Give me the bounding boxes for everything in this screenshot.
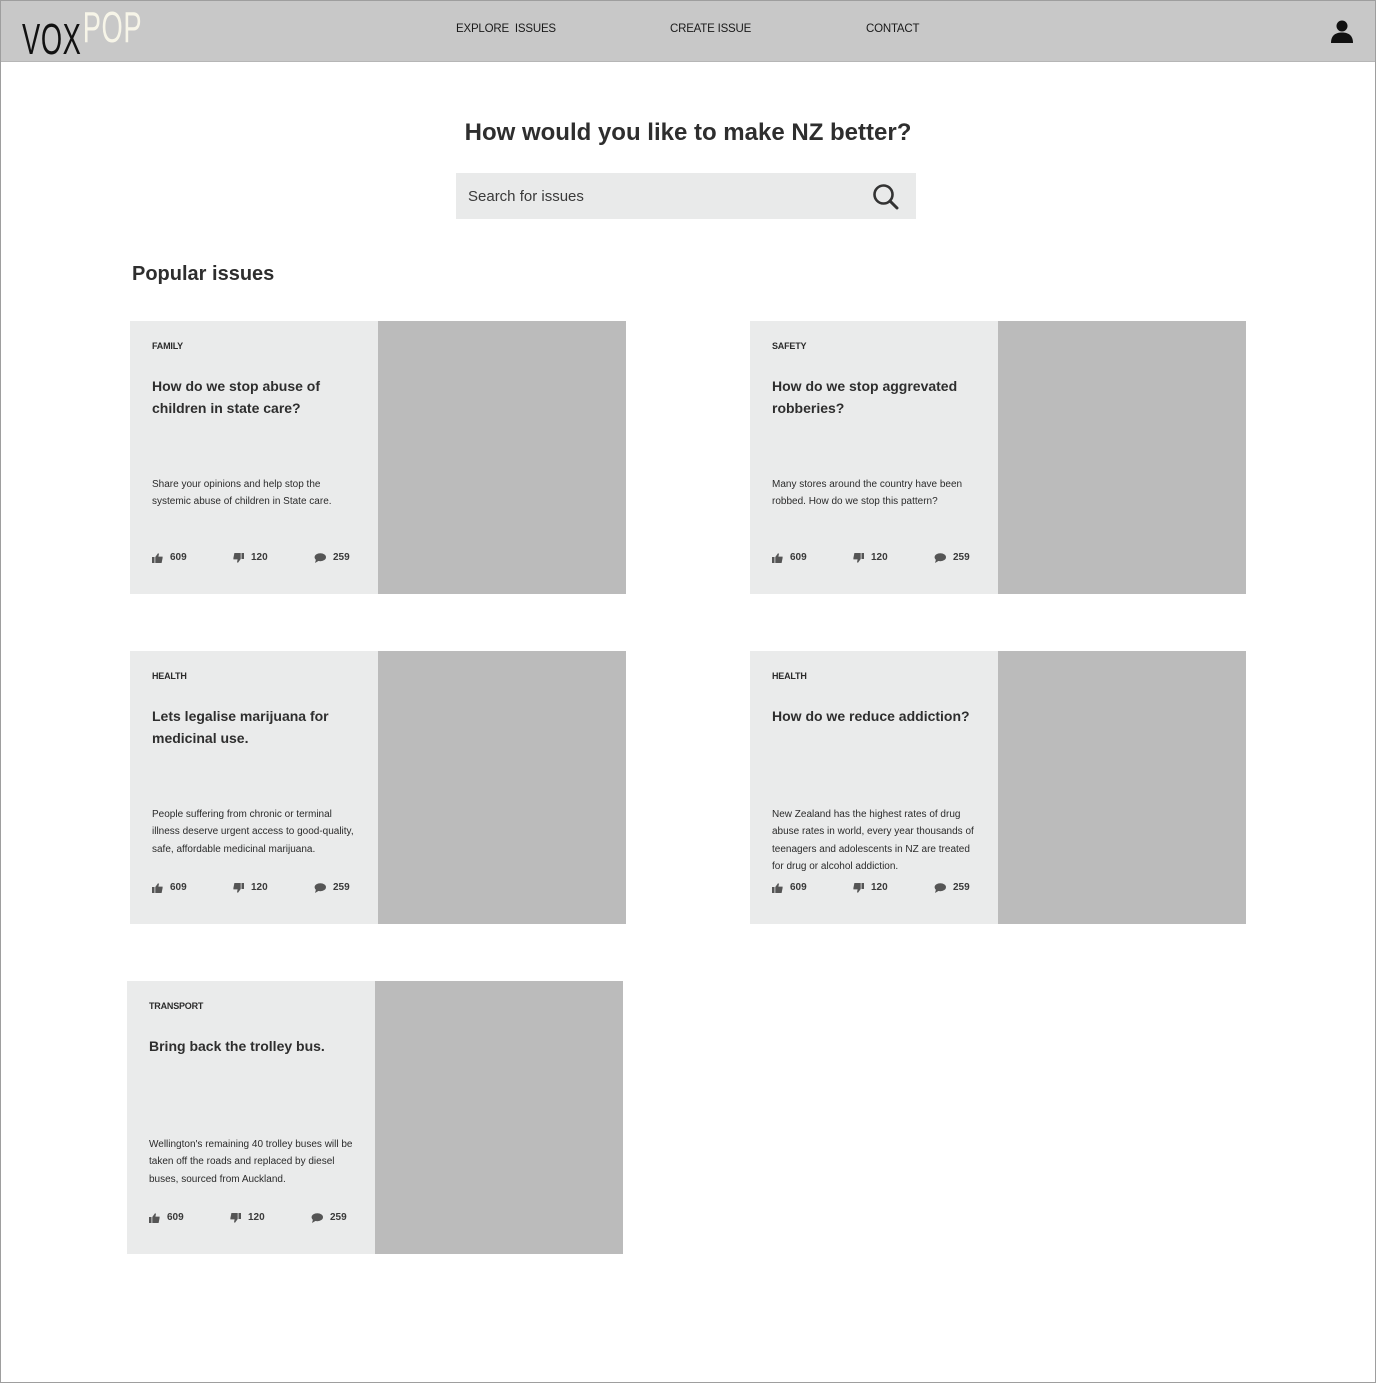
hero-title: How would you like to make NZ better? [464, 119, 912, 146]
nav-contact[interactable]: CONTACT [866, 23, 920, 35]
comment-bubble-icon [311, 1213, 323, 1223]
comments-stat[interactable] [311, 1212, 347, 1223]
likes-count: 609 [790, 552, 807, 563]
card-title[interactable]: How do we stop abuse of children in state care? [152, 378, 321, 416]
card-category: SAFETY [772, 341, 807, 351]
card-text-panel [127, 981, 375, 1254]
comments-count: 259 [330, 1212, 347, 1223]
card-image-placeholder [375, 981, 623, 1254]
comments-count: 259 [333, 882, 350, 893]
dislikes-stat[interactable] [853, 552, 888, 563]
issue-card[interactable] [130, 321, 626, 594]
thumbs-down-icon [233, 883, 244, 893]
likes-count: 609 [170, 882, 187, 893]
popular-issues-heading: Popular issues [132, 263, 275, 285]
thumbs-up-icon [152, 553, 163, 563]
issue-card[interactable] [127, 981, 623, 1254]
thumbs-down-icon [230, 1213, 241, 1223]
dislikes-stat[interactable] [233, 552, 268, 563]
card-description: People suffering from chronic or terminal illness deserve urgent access to good-quality, safe, affordable medicinal marijuana. [152, 809, 354, 855]
card-description: Wellington's remaining 40 trolley buses will be taken off the roads and replaced by diesel buses, sourced from Auckland. [149, 1139, 353, 1185]
card-stats [772, 882, 982, 896]
thumbs-up-icon [772, 883, 783, 893]
nav-explore-issues[interactable]: EXPLORE ISSUES [456, 23, 556, 35]
likes-count: 609 [790, 882, 807, 893]
likes-stat[interactable] [149, 1212, 184, 1223]
card-image-placeholder [998, 321, 1246, 594]
thumbs-down-icon [853, 553, 864, 563]
dislikes-count: 120 [251, 552, 268, 563]
card-category: FAMILY [152, 341, 183, 351]
card-title[interactable]: Lets legalise marijuana for medicinal use. [152, 708, 329, 746]
likes-stat[interactable] [772, 882, 807, 893]
dislikes-count: 120 [248, 1212, 265, 1223]
comments-count: 259 [953, 882, 970, 893]
card-image-placeholder [378, 321, 626, 594]
comments-stat[interactable] [934, 552, 970, 563]
card-image-placeholder [378, 651, 626, 924]
comments-stat[interactable] [314, 882, 350, 893]
thumbs-up-icon [152, 883, 163, 893]
card-text-panel [750, 321, 998, 594]
thumbs-up-icon [149, 1213, 160, 1223]
user-icon[interactable] [1329, 19, 1355, 43]
card-stats [772, 552, 982, 566]
logo-pop-text: POP [82, 3, 143, 52]
voxpop-logo[interactable] [22, 3, 143, 64]
comments-count: 259 [953, 552, 970, 563]
nav-create-issue[interactable]: CREATE ISSUE [670, 23, 752, 35]
dislikes-count: 120 [251, 882, 268, 893]
card-stats [152, 552, 362, 566]
comment-bubble-icon [934, 883, 946, 893]
dislikes-stat[interactable] [230, 1212, 265, 1223]
dislikes-count: 120 [871, 552, 888, 563]
likes-stat[interactable] [772, 552, 807, 563]
card-title[interactable]: How do we reduce addiction? [772, 708, 970, 724]
card-text-panel [130, 651, 378, 924]
card-image-placeholder [998, 651, 1246, 924]
comments-count: 259 [333, 552, 350, 563]
card-title[interactable]: Bring back the trolley bus. [149, 1038, 325, 1054]
comment-bubble-icon [314, 553, 326, 563]
card-category: HEALTH [152, 671, 187, 681]
top-navbar [1, 1, 1375, 62]
dislikes-count: 120 [871, 882, 888, 893]
likes-stat[interactable] [152, 552, 187, 563]
comments-stat[interactable] [934, 882, 970, 893]
likes-count: 609 [170, 552, 187, 563]
comment-bubble-icon [314, 883, 326, 893]
comment-bubble-icon [934, 553, 946, 563]
card-stats [152, 882, 362, 896]
card-title[interactable]: How do we stop aggrevated robberies? [772, 378, 958, 416]
card-description: Share your opinions and help stop the systemic abuse of children in State care. [152, 479, 332, 508]
thumbs-up-icon [772, 553, 783, 563]
search-icon[interactable] [871, 182, 901, 212]
issue-card[interactable] [130, 651, 626, 924]
likes-stat[interactable] [152, 882, 187, 893]
likes-count: 609 [167, 1212, 184, 1223]
card-text-panel [130, 321, 378, 594]
card-category: TRANSPORT [149, 1001, 204, 1011]
issue-card[interactable] [750, 651, 1246, 924]
search-bar [456, 173, 916, 219]
comments-stat[interactable] [314, 552, 350, 563]
card-description: New Zealand has the highest rates of drug abuse rates in world, every year thousands of teenagers and adolescents in NZ are treated for drug or alcohol addiction. [772, 809, 974, 872]
dislikes-stat[interactable] [233, 882, 268, 893]
card-stats [149, 1212, 359, 1226]
card-description: Many stores around the country have been robbed. How do we stop this pattern? [772, 479, 963, 508]
logo-vox-text: VOX [22, 15, 82, 64]
card-category: HEALTH [772, 671, 807, 681]
thumbs-down-icon [233, 553, 244, 563]
dislikes-stat[interactable] [853, 882, 888, 893]
search-input[interactable] [456, 173, 868, 219]
issue-card[interactable] [750, 321, 1246, 594]
thumbs-down-icon [853, 883, 864, 893]
card-text-panel [750, 651, 998, 924]
